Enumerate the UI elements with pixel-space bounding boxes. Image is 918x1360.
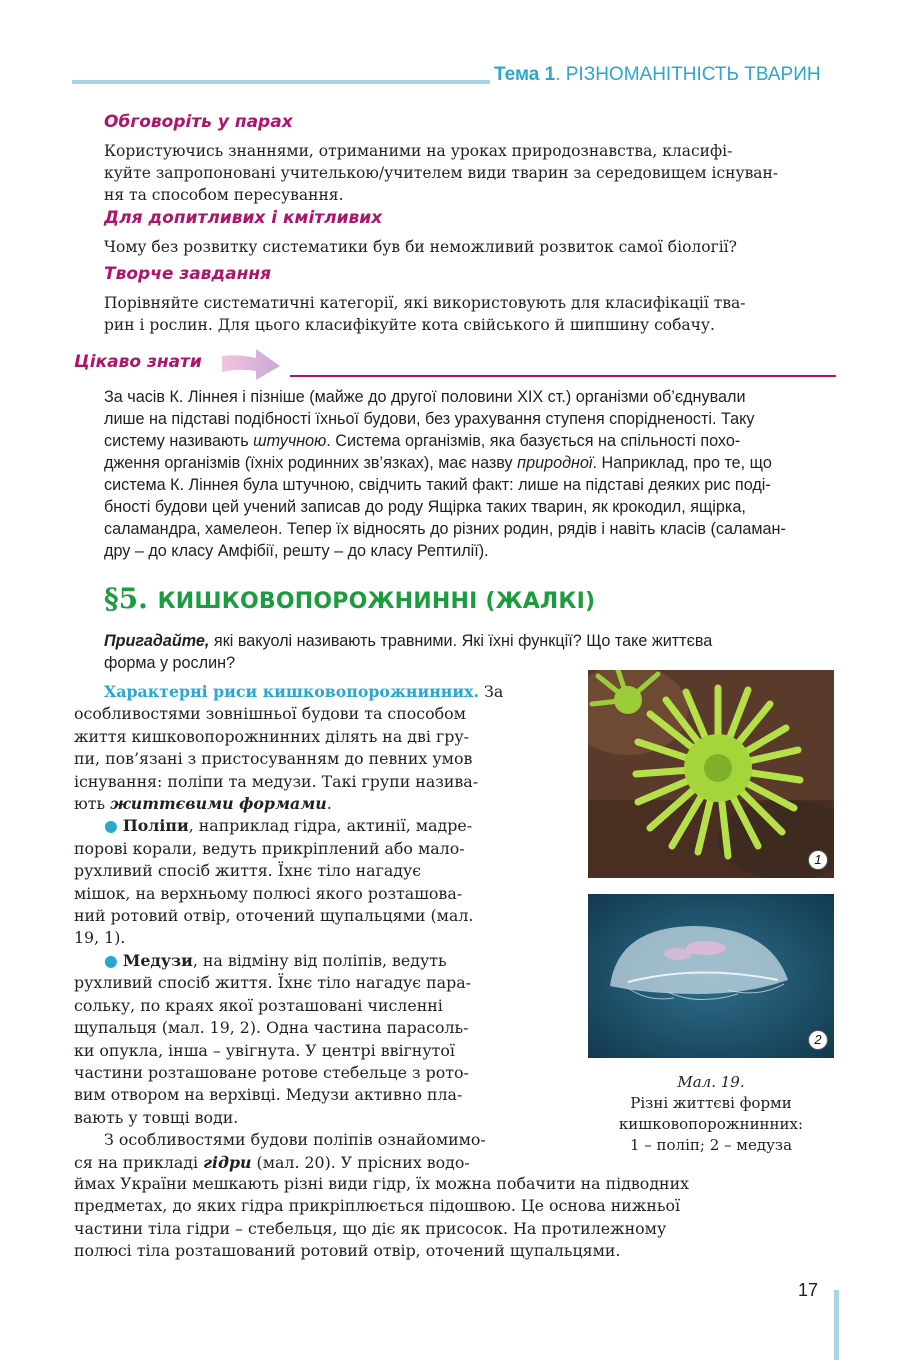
theme-label: Тема 1 bbox=[494, 64, 556, 85]
text-span: За bbox=[478, 682, 504, 701]
term-artificial: штучною bbox=[253, 432, 327, 450]
text-span: ся на прикладі bbox=[74, 1152, 204, 1172]
main-text-column bbox=[74, 681, 564, 1174]
text-line: пи, пов’язані з пристосуванням до певних умов bbox=[74, 749, 473, 769]
caption-line: 1 – поліп; 2 – медуза bbox=[629, 1136, 793, 1154]
task-text-discuss bbox=[104, 140, 836, 206]
text-line bbox=[74, 681, 564, 703]
text-line: полюсі тіла розташований ротовий отвір, оточений щупальцями. bbox=[74, 1241, 621, 1261]
section-name: КИШКОВОПОРОЖНИННІ (ЖАЛКІ) bbox=[157, 589, 596, 614]
text-span: ють bbox=[74, 794, 111, 814]
text-span: . Наприклад, про те, що bbox=[592, 454, 772, 472]
continuation-text bbox=[74, 1173, 840, 1263]
text-line: форма у рослин? bbox=[104, 654, 236, 672]
text-line: сольку, по краях якої розташовані численні bbox=[74, 995, 443, 1015]
text-line bbox=[74, 815, 564, 837]
text-line: мішок, на верхньому полюсі якого розташова- bbox=[74, 883, 463, 903]
recall-text bbox=[104, 630, 836, 674]
section-title bbox=[104, 582, 595, 615]
caption-title: Мал. 19. bbox=[677, 1073, 745, 1091]
text-line: саламандра, хамелеон. Тепер їх відносять до різних родин, рядів і навіть класів (саламан- bbox=[104, 520, 786, 538]
text-line bbox=[74, 793, 564, 815]
task-heading-creative: Творче завдання bbox=[104, 264, 272, 284]
text-line: дру – до класу Амфібії, решту – до класу Рептилії). bbox=[104, 542, 489, 560]
bullet-icon: ● bbox=[104, 950, 118, 970]
task-heading-curious: Для допитливих і кмітливих bbox=[104, 208, 383, 228]
text-line bbox=[104, 452, 836, 474]
running-header bbox=[494, 64, 821, 86]
page-edge-bar bbox=[834, 1290, 839, 1360]
text-span: дження організмів (їхніх родинних зв’язках), має назву bbox=[104, 454, 518, 472]
photo-number-badge: 1 bbox=[808, 850, 828, 870]
photo-number-badge: 2 bbox=[808, 1030, 828, 1050]
text-line bbox=[104, 430, 836, 452]
lead-phrase: Характерні риси кишковопорожнинних. bbox=[104, 682, 479, 701]
text-line: куйте запропоновані учителькою/учителем види тварин за середовищем існуван- bbox=[104, 164, 779, 182]
jellyfish-image bbox=[588, 894, 834, 1058]
text-line: рин і рослин. Для цього класифікуйте кота свійського й шипшину собачу. bbox=[104, 316, 715, 334]
term-polyps: Поліпи bbox=[122, 816, 189, 836]
medusa-photo bbox=[588, 894, 834, 1058]
text-span: . bbox=[326, 794, 332, 814]
text-line: Користуючись знаннями, отриманими на уроках природознавства, класифі- bbox=[104, 142, 733, 160]
text-line: Чому без розвитку систематики був би неможливий розвиток самої біології? bbox=[104, 238, 737, 256]
text-line: ймах України мешкають різні види гідр, їх можна побачити на підводних bbox=[74, 1174, 690, 1193]
term-medusae: Медузи bbox=[122, 950, 193, 970]
task-heading-discuss: Обговоріть у парах bbox=[104, 112, 293, 132]
text-line: вим отвором на верхівці. Медузи активно пла- bbox=[74, 1085, 463, 1105]
caption-line: Різні життєві форми bbox=[630, 1094, 792, 1112]
text-line: 19, 1). bbox=[74, 928, 126, 948]
term-hydra: гідри bbox=[203, 1152, 252, 1172]
text-line: З особливостями будови поліпів ознайомимо- bbox=[104, 1130, 486, 1150]
text-line: бності будови цей учений записав до роду Ящірка таких тварин, як крокодил, ящірка, bbox=[104, 498, 746, 516]
term-life-forms: життєвими формами bbox=[110, 794, 327, 814]
recall-label: Пригадайте, bbox=[104, 632, 210, 650]
text-line: частини розташоване ротове стебельце з рото- bbox=[74, 1062, 469, 1082]
text-span: систему називають bbox=[104, 432, 254, 450]
interesting-heading: Цікаво знати bbox=[74, 352, 202, 372]
text-line: порові корали, ведуть прикріплений або мало- bbox=[74, 838, 465, 858]
text-line bbox=[74, 950, 564, 972]
term-natural: природної bbox=[517, 454, 593, 472]
interesting-rule bbox=[290, 375, 836, 377]
text-line: рухливий спосіб життя. Їхнє тіло нагадує bbox=[74, 861, 422, 881]
text-line: ний ротовий отвір, оточений щупальцями (мал. bbox=[74, 906, 474, 926]
text-line: життя кишковопорожнинних ділять на дві гру- bbox=[74, 726, 469, 746]
text-line: існування: поліпи та медузи. Такі групи назива- bbox=[74, 771, 479, 791]
bullet-icon: ● bbox=[104, 816, 118, 836]
text-line: щупальця (мал. 19, 2). Одна частина парасоль- bbox=[74, 1018, 469, 1038]
text-line: особливостями зовнішньої будови та способом bbox=[74, 704, 466, 724]
text-line: ня та способом пересування. bbox=[104, 186, 344, 204]
text-line: частини тіла гідри – стебельця, що діє як присосок. На протилежному bbox=[74, 1218, 667, 1238]
header-rule bbox=[72, 80, 490, 84]
section-number: §5. bbox=[104, 582, 148, 615]
text-line: ки опукла, інша – увігнута. У центрі ввігнутої bbox=[74, 1040, 455, 1060]
text-span: які вакуолі називають травними. Які їхні функції? Що таке життєва bbox=[209, 632, 713, 650]
text-line: вають у товщі води. bbox=[74, 1107, 239, 1127]
text-span: , на відміну від поліпів, ведуть bbox=[192, 950, 447, 970]
text-line: предметах, до яких гідра прикріплюється підошвою. Це основа нижньої bbox=[74, 1196, 681, 1216]
page-number: 17 bbox=[798, 1280, 819, 1300]
arrow-icon bbox=[220, 346, 282, 382]
text-span: (мал. 20). У прісних водо- bbox=[251, 1152, 470, 1172]
text-line: рухливий спосіб життя. Їхнє тіло нагадує пара- bbox=[74, 973, 471, 993]
theme-title: . РІЗНОМАНІТНІСТЬ ТВАРИН bbox=[555, 64, 821, 85]
text-span: , наприклад гідра, актинії, мадре- bbox=[188, 816, 473, 836]
interesting-text bbox=[104, 386, 836, 562]
text-line: система К. Ліннея була штучною, свідчить такий факт: лише на підставі деяких рис поді- bbox=[104, 476, 771, 494]
task-text-curious bbox=[104, 236, 836, 258]
task-text-creative bbox=[104, 292, 836, 336]
polyp-photo bbox=[588, 670, 834, 878]
caption-line: кишковопорожнинних: bbox=[618, 1115, 804, 1133]
text-span: . Система організмів, яка базується на спільності похо- bbox=[326, 432, 741, 450]
text-line: За часів К. Ліннея і пізніше (майже до другої половини XIX ст.) організми об’єднували bbox=[104, 388, 746, 406]
text-line: Порівняйте систематичні категорії, які використовують для класифікації тва- bbox=[104, 294, 746, 312]
text-line bbox=[104, 630, 836, 652]
figure-caption bbox=[588, 1072, 834, 1156]
text-line bbox=[74, 1152, 564, 1174]
anemone-image bbox=[588, 670, 834, 878]
text-line: лише на підставі подібності їхньої будови, без урахування ступеня спорідненості. Таку bbox=[104, 410, 755, 428]
